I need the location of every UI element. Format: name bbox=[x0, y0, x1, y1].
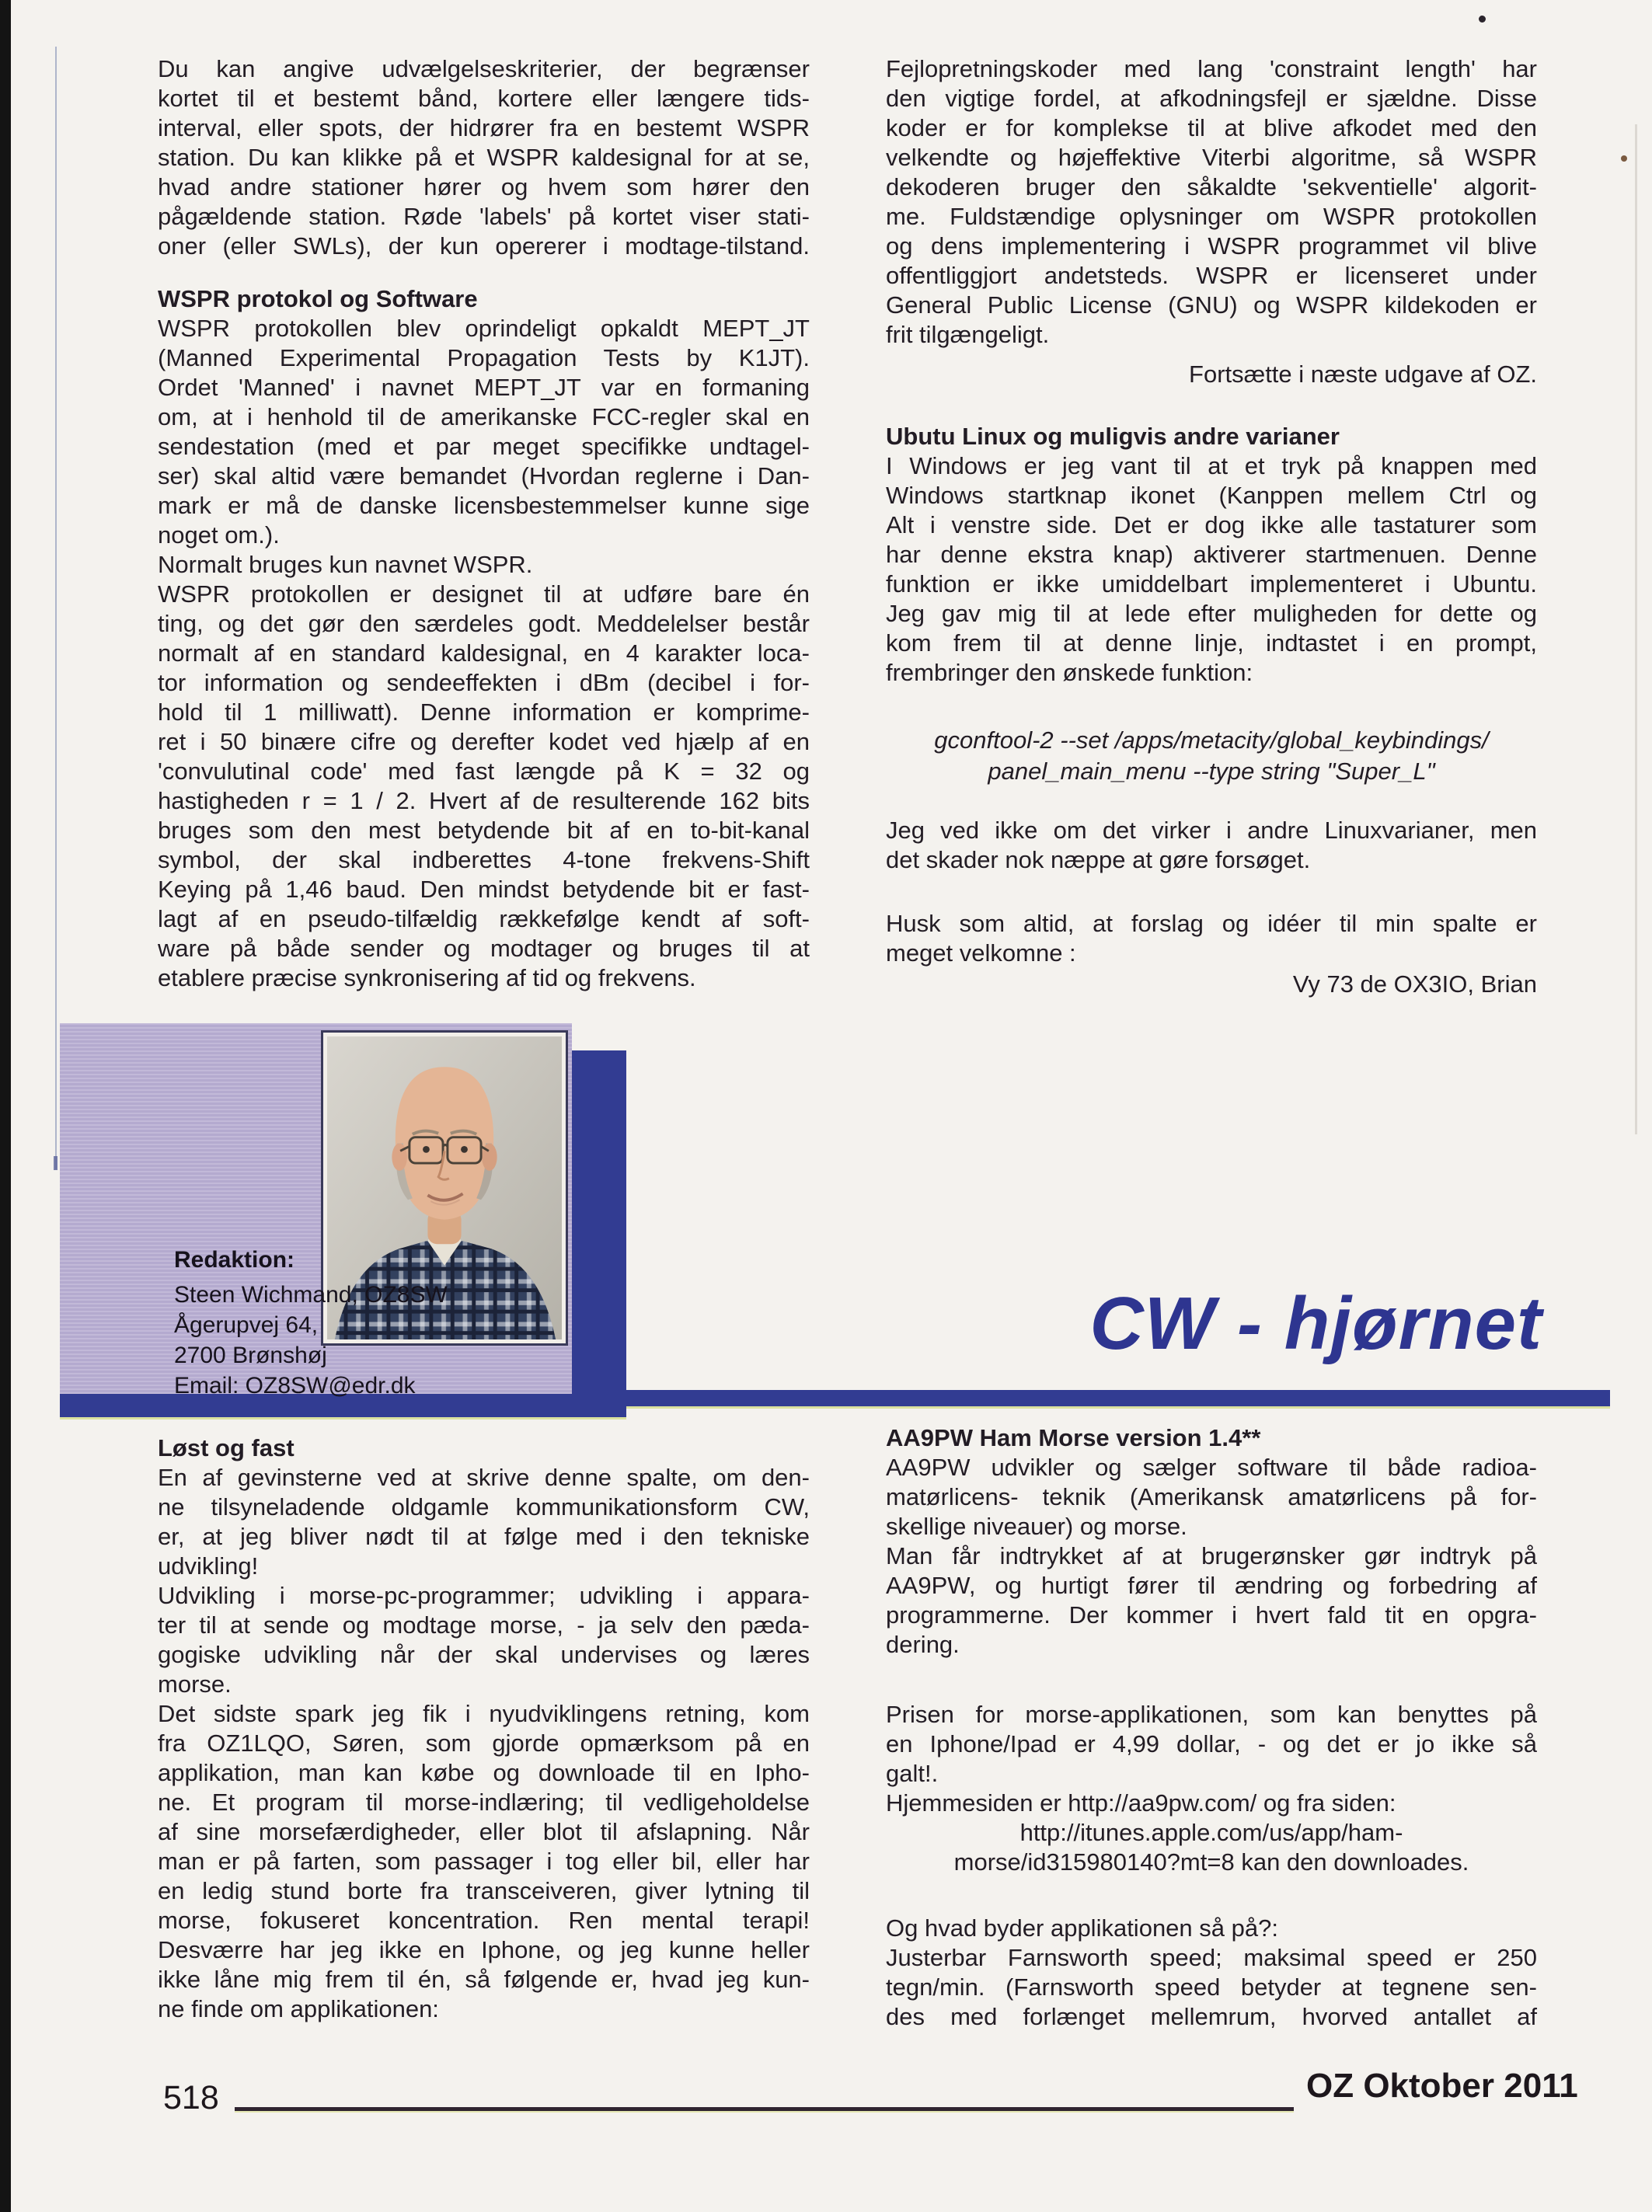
text-line: koder er for komplekse til at blive afkodet med den bbox=[886, 114, 1537, 141]
text-line: tegn/min. (Farnsworth speed betyder at tegnene sen- bbox=[886, 1973, 1537, 2001]
text-line: ne tilsyneladende oldgamle kommunikationsform CW, bbox=[158, 1493, 810, 1521]
text-line: sendestation (med et par meget specifikke undtagel- bbox=[158, 433, 810, 460]
cw-section-rule bbox=[626, 1390, 1610, 1406]
paragraph-error-codes bbox=[886, 54, 1537, 350]
text-line: I Windows er jeg vant til at et tryk på knappen med bbox=[886, 452, 1537, 479]
text-line: dekoderen bruger den såkaldte 'sekventielle' algorit- bbox=[886, 173, 1537, 200]
section-title-cw-corner: CW - hjørnet bbox=[1089, 1282, 1542, 1365]
left-column-lower bbox=[158, 1433, 810, 2024]
text-line: WSPR protokollen er designet til at udføre bare én bbox=[158, 580, 810, 608]
text-line: fra OZ1LQO, Søren, som gjorde opmærksom på en bbox=[158, 1730, 810, 1757]
page-crease bbox=[1635, 124, 1637, 1134]
text-line: Normalt bruges kun navnet WSPR. bbox=[158, 551, 533, 578]
text-line: Alt i venstre side. Det er dog ikke alle tastaturer som bbox=[886, 511, 1537, 538]
text-line: gconftool-2 --set /apps/metacity/global_keybindings/ bbox=[934, 726, 1489, 754]
text-line: AA9PW udvikler og sælger software til både radioa- bbox=[886, 1454, 1537, 1481]
text-line: ser) skal altid være bemandet (Hvordan reglerne i Dan- bbox=[158, 462, 810, 489]
text-line: programmerne. Der kommer i hvert fald tit en opgra- bbox=[886, 1601, 1537, 1629]
text-line: WSPR protokollen blev oprindeligt opkaldt MEPT_JT bbox=[158, 315, 810, 342]
text-line: ware på både sender og modtager og bruges til at bbox=[158, 935, 810, 962]
text-line: ret i 50 binære cifre og derefter kodet ved hjælp af en bbox=[158, 728, 810, 755]
text-line: den vigtige fordel, at afkodningsfejl er sjældne. Disse bbox=[886, 85, 1537, 112]
text-line: Det sidste spark jeg fik i nyudviklingens retning, kom bbox=[158, 1700, 810, 1727]
text-line: frit tilgængeligt. bbox=[886, 321, 1050, 348]
text-line: lagt af en pseudo-tilfældig rækkefølge kendt af soft- bbox=[158, 905, 810, 932]
text-line: matørlicens- teknik (Amerikansk amatørlicens på for- bbox=[886, 1483, 1537, 1510]
text-line: Ordet 'Manned' i navnet MEPT_JT var en formaning bbox=[158, 374, 810, 401]
text-line: gogiske udvikling når der skal undervises og læres bbox=[158, 1641, 810, 1668]
text-line: offentliggjort andetsteds. WSPR er licenseret under bbox=[886, 262, 1537, 289]
text-line: applikation, man kan købe og downloade til en Ipho- bbox=[158, 1759, 810, 1786]
text-line: normalt af en standard kaldesignal, en 4 karakter loca- bbox=[158, 639, 810, 667]
paragraph-features bbox=[886, 1914, 1537, 2032]
text-line: Ågerupvej 64, bbox=[174, 1312, 319, 1338]
paragraph-ubuntu bbox=[886, 451, 1537, 688]
text-line: 2700 Brønshøj bbox=[174, 1343, 327, 1368]
text-line: Du kan angive udvælgelseskriterier, der begrænser bbox=[158, 55, 810, 82]
text-line: er, at jeg bliver nødt til at følge med i den tekniske bbox=[158, 1523, 810, 1550]
page-number: 518 bbox=[163, 2079, 219, 2116]
text-line: En af gevinsterne ved at skrive denne spalte, om den- bbox=[158, 1464, 810, 1491]
text-line: Fejlopretningskoder med lang 'constraint length' har bbox=[886, 55, 1537, 82]
text-line: galt!. bbox=[886, 1760, 939, 1787]
heading-aa9pw: AA9PW Ham Morse version 1.4** bbox=[886, 1424, 1261, 1451]
paragraph-wspr-map bbox=[158, 54, 810, 261]
paragraph-price bbox=[886, 1700, 1537, 1877]
text-line: ter til at sende og modtage morse, - ja selv den pæda- bbox=[158, 1611, 810, 1639]
text-line: General Public License (GNU) og WSPR kildekoden er bbox=[886, 291, 1537, 319]
text-line: morse, fokuseret koncentration. Ren mental terapi! bbox=[158, 1907, 810, 1934]
text-line: http://itunes.apple.com/us/app/ham- bbox=[1019, 1819, 1403, 1846]
text-line: Prisen for morse-applikationen, som kan benyttes på bbox=[886, 1701, 1537, 1728]
text-line: morse/id315980140?mt=8 kan den downloades. bbox=[953, 1848, 1469, 1876]
scan-edge-strip bbox=[0, 0, 11, 2212]
paragraph-aa9pw bbox=[886, 1453, 1537, 1660]
paragraph-wspr-protocol bbox=[158, 314, 810, 993]
text-line: 'convulutinal code' med fast længde på K = 32 og bbox=[158, 758, 810, 785]
scan-speck bbox=[1621, 155, 1627, 162]
text-line: Og hvad byder applikationen så på?: bbox=[886, 1914, 1278, 1942]
text-line: mark er må de danske licensbestemmelser kunne sige bbox=[158, 492, 810, 519]
text-line: oner (eller SWLs), der kun opererer i modtage-tilstand. bbox=[158, 232, 810, 260]
heading-wspr-protokol: WSPR protokol og Software bbox=[158, 285, 478, 312]
paragraph-lost-og-fast bbox=[158, 1463, 810, 2024]
heading-ubuntu: Ubutu Linux og muligvis andre varianer bbox=[886, 423, 1340, 450]
left-column-upper bbox=[158, 54, 810, 993]
text-line: Man får indtrykket af at brugerønsker gør indtryk på bbox=[886, 1542, 1537, 1569]
text-line: ikke låne mig frem til én, så følgende er, hvad jeg kun- bbox=[158, 1966, 810, 1993]
paragraph-suggestions bbox=[886, 909, 1537, 968]
text-line: ne finde om applikationen: bbox=[158, 1995, 439, 2022]
text-line: Justerbar Farnsworth speed; maksimal speed er 250 bbox=[886, 1944, 1537, 1971]
text-line: ting, og det gør den særdeles godt. Meddelelser består bbox=[158, 610, 810, 637]
text-line: kom frem til at denne linje, indtastet i en prompt, bbox=[886, 629, 1537, 657]
text-line: Steen Wichmand, OZ8SW bbox=[174, 1282, 448, 1308]
text-line: morse. bbox=[158, 1670, 232, 1698]
text-line: pågældende station. Røde 'labels' på kortet viser stati- bbox=[158, 203, 810, 230]
text-line: Jeg gav mig til at lede efter muligheden for dette og bbox=[886, 600, 1537, 627]
text-line: velkendte og højeffektive Viterbi algoritme, så WSPR bbox=[886, 144, 1537, 171]
text-line: en ledig stund borte fra transceiveren, giver lytning til bbox=[158, 1877, 810, 1904]
text-line: hvad andre stationer hører og hvem som hører den bbox=[158, 173, 810, 200]
text-line: Hjemmesiden er http://aa9pw.com/ og fra siden: bbox=[886, 1789, 1396, 1817]
right-column-upper bbox=[886, 54, 1537, 999]
text-line: Desværre har jeg ikke en Iphone, og jeg kunne heller bbox=[158, 1936, 810, 1963]
text-line: funktion er ikke umiddelbart implementeret i Ubuntu. bbox=[886, 570, 1537, 597]
text-line: skellige niveauer) og morse. bbox=[886, 1513, 1187, 1540]
issue-label: OZ Oktober 2011 bbox=[1306, 2067, 1578, 2105]
page-fold-tick bbox=[54, 1156, 58, 1170]
text-line: tor information og sendeeffekten i dBm (decibel i for- bbox=[158, 669, 810, 696]
text-line: etablere præcise synkronisering af tid og frekvens. bbox=[158, 964, 696, 991]
text-line: man er på farten, som passager i tog eller bil, eller har bbox=[158, 1848, 810, 1875]
text-line: hold til 1 milliwatt). Denne information er komprime- bbox=[158, 698, 810, 726]
text-line: har denne ekstra knap) aktiverer startmenuen. Denne bbox=[886, 541, 1537, 568]
text-line: me. Fuldstændige oplysninger om WSPR protokollen bbox=[886, 203, 1537, 230]
text-line: Udvikling i morse-pc-programmer; udvikling i appara- bbox=[158, 1582, 810, 1609]
text-line: og dens implementering i WSPR programmet vil blive bbox=[886, 232, 1537, 260]
editor-contact bbox=[174, 1245, 448, 1401]
text-line: ne. Et program til morse-indlæring; til vedligeholdelse bbox=[158, 1789, 810, 1816]
text-line: af sine morsefærdigheder, eller blot til afslapning. Når bbox=[158, 1818, 810, 1845]
text-line: frembringer den ønskede funktion: bbox=[886, 659, 1253, 686]
text-line: kortet til et bestemt bånd, kortere eller længere tids- bbox=[158, 85, 810, 112]
paragraph-linux-variants bbox=[886, 816, 1537, 875]
text-line: des med forlænget mellemrum, hvorved antallet af bbox=[886, 2003, 1537, 2030]
text-line: Husk som altid, at forslag og idéer til min spalte er bbox=[886, 910, 1537, 937]
text-line: udvikling! bbox=[158, 1552, 259, 1580]
text-line: AA9PW, og hurtigt fører til ændring og forbedring af bbox=[886, 1572, 1537, 1599]
editor-box-shadow bbox=[572, 1050, 626, 1417]
text-line: Email: OZ8SW@edr.dk bbox=[174, 1373, 416, 1399]
heading-lost-og-fast: Løst og fast bbox=[158, 1434, 295, 1461]
text-line: noget om.). bbox=[158, 521, 280, 549]
text-line: dering. bbox=[886, 1631, 960, 1658]
terminal-command bbox=[886, 725, 1537, 787]
text-line: panel_main_menu --type string "Super_L" bbox=[988, 758, 1435, 785]
text-line: interval, eller spots, der hidrører fra en bestemt WSPR bbox=[158, 114, 810, 141]
column-signature: Vy 73 de OX3IO, Brian bbox=[1292, 970, 1537, 998]
scan-speck bbox=[1479, 16, 1486, 23]
text-line: en Iphone/Ipad er 4,99 dollar, - og det er jo ikke så bbox=[886, 1730, 1537, 1757]
text-line: station. Du kan klikke på et WSPR kaldesignal for at se, bbox=[158, 144, 810, 171]
text-line: bruges som den mest betydende bit af en to-bit-kanal bbox=[158, 817, 810, 844]
text-line: symbol, der skal indberettes 4-tone frekvens-Shift bbox=[158, 846, 810, 873]
footer-rule bbox=[235, 2107, 1294, 2111]
continuation-note: Fortsætte i næste udgave af OZ. bbox=[1189, 361, 1537, 388]
text-line: Keying på 1,46 baud. Den mindst betydende bit er fast- bbox=[158, 876, 810, 903]
text-line: (Manned Experimental Propagation Tests by K1JT). bbox=[158, 344, 810, 371]
editor-contact-label: Redaktion: bbox=[174, 1247, 295, 1273]
text-line: det skader nok næppe at gøre forsøget. bbox=[886, 846, 1311, 873]
text-line: Windows startknap ikonet (Kanppen mellem Ctrl og bbox=[886, 482, 1537, 509]
right-column-lower bbox=[886, 1423, 1537, 2032]
text-line: meget velkomne : bbox=[886, 939, 1076, 967]
text-line: hastigheden r = 1 / 2. Hvert af de resulterende 162 bits bbox=[158, 787, 810, 814]
text-line: Jeg ved ikke om det virker i andre Linuxvarianer, men bbox=[886, 817, 1537, 844]
editor-contact-lines bbox=[174, 1280, 448, 1401]
text-line: om, at i henhold til de amerikanske FCC-regler skal en bbox=[158, 403, 810, 430]
page-fold-line bbox=[55, 47, 57, 1169]
